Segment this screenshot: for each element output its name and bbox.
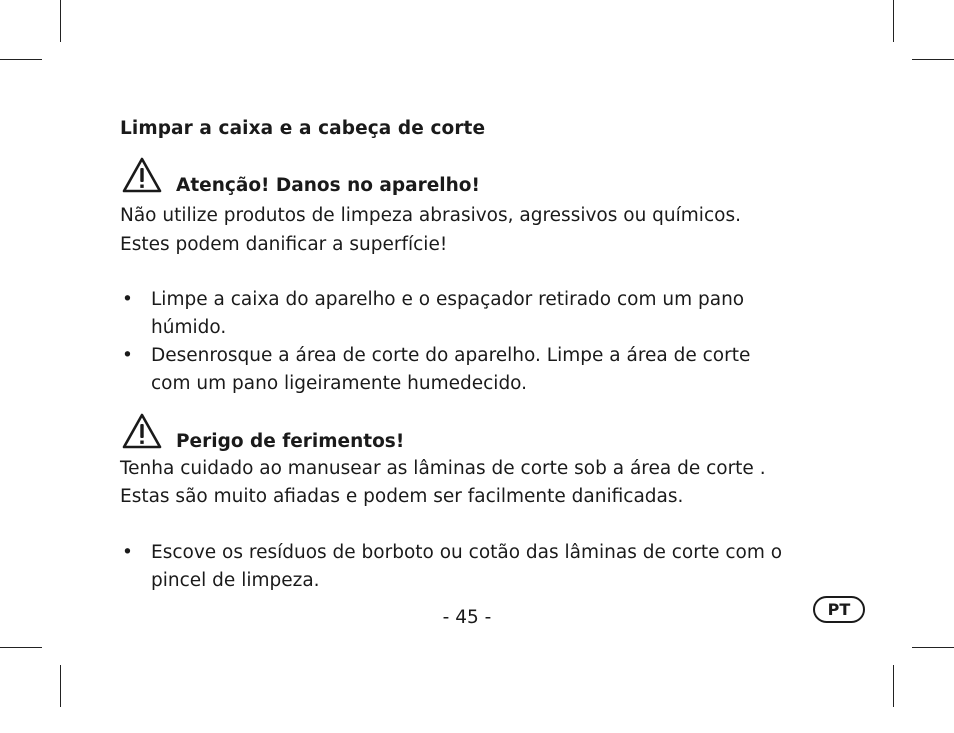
page-number: - 45 - xyxy=(442,607,492,628)
crop-mark-top-left-vertical xyxy=(60,0,61,42)
warning-text-line: Não utilize produtos de limpeza abrasivos, agressivos ou químicos. xyxy=(120,205,741,226)
warning-text-line: Tenha cuidado ao manusear as lâminas de corte sob a área de corte . xyxy=(120,458,766,479)
warning-triangle-icon xyxy=(122,157,162,193)
warning-text-line: Estas são muito afiadas e podem ser facilmente danificadas. xyxy=(120,486,684,507)
list-item-text: Desenrosque a área de corte do aparelho. Limpe a área de corte xyxy=(151,345,751,366)
warning-title-injury: Perigo de ferimentos! xyxy=(176,431,405,452)
crop-mark-bottom-left-horizontal xyxy=(0,647,42,648)
warning-text-line: Estes podem danificar a superfície! xyxy=(120,234,448,255)
crop-mark-top-right-horizontal xyxy=(912,59,954,60)
crop-mark-bottom-right-vertical xyxy=(893,665,894,707)
crop-mark-top-left-horizontal xyxy=(0,59,42,60)
bullet-marker: • xyxy=(122,542,133,563)
bullet-marker: • xyxy=(122,345,133,366)
bullet-marker: • xyxy=(122,289,133,310)
warning-triangle-icon xyxy=(122,413,162,449)
crop-mark-bottom-right-horizontal xyxy=(912,647,954,648)
list-item-text: com um pano ligeiramente humedecido. xyxy=(151,373,528,394)
list-item-text: Escove os resíduos de borboto ou cotão das lâminas de corte com o xyxy=(151,542,783,563)
section-title: Limpar a caixa e a cabeça de corte xyxy=(120,118,486,139)
list-item-text: Limpe a caixa do aparelho e o espaçador retirado com um pano xyxy=(151,289,745,310)
list-item-text: pincel de limpeza. xyxy=(151,570,320,591)
crop-mark-bottom-left-vertical xyxy=(60,665,61,707)
language-badge: PT xyxy=(813,596,865,623)
list-item-text: húmido. xyxy=(151,317,227,338)
crop-mark-top-right-vertical xyxy=(893,0,894,42)
warning-title-damage: Atenção! Danos no aparelho! xyxy=(176,175,480,196)
